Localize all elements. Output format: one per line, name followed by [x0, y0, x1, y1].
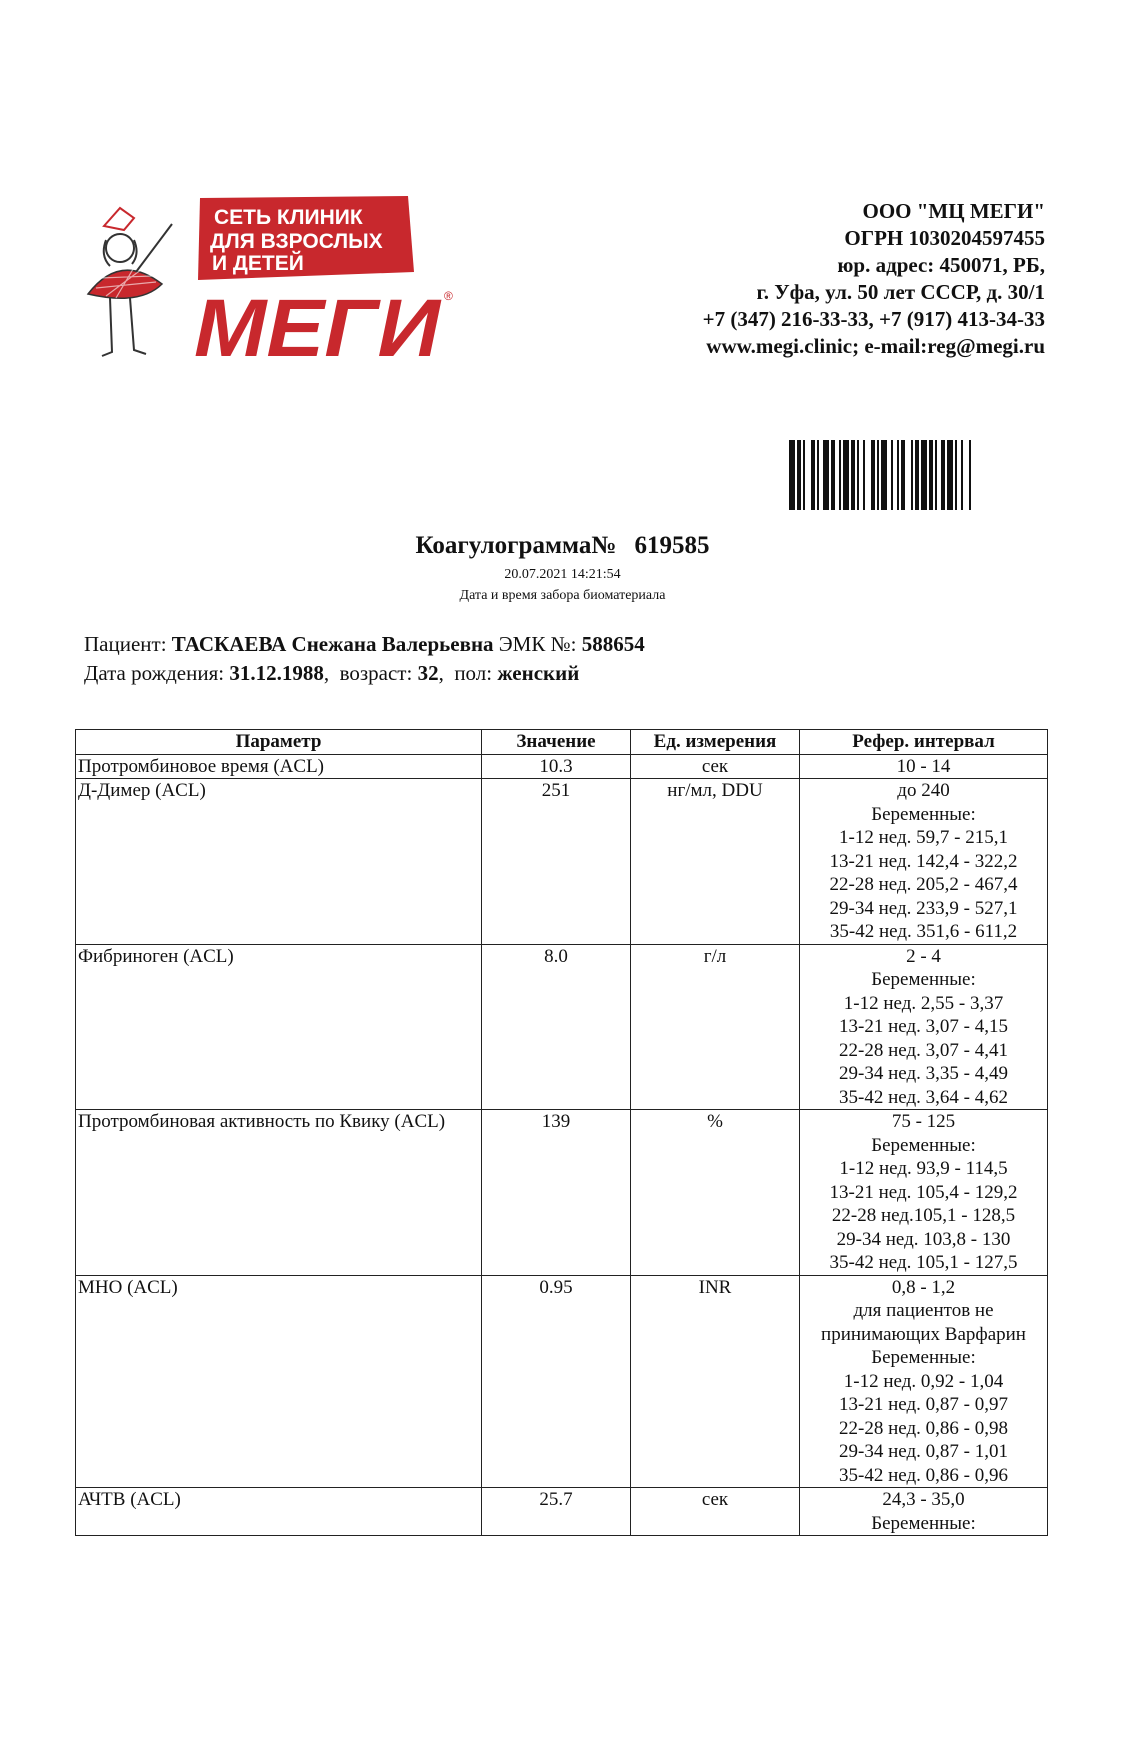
reference-line: 29-34 нед. 3,35 - 4,49	[839, 1063, 1008, 1084]
table-header-row	[76, 730, 1048, 755]
barcode-bar	[911, 440, 913, 510]
reference-line: 29-34 нед. 0,87 - 1,01	[839, 1441, 1008, 1462]
patient-name: ТАСКАЕВА Снежана Валерьевна	[171, 632, 494, 656]
barcode-bar	[935, 440, 937, 510]
collection-datetime: 20.07.2021 14:21:54	[504, 567, 621, 582]
reference-cell	[800, 754, 1048, 779]
logo-line2: ДЛЯ ВЗРОСЛЫХ	[210, 230, 383, 253]
patient-line-2: Дата рождения: 31.12.1988, возраст: 32, пол: женский	[84, 661, 580, 685]
age-label: возраст:	[339, 661, 413, 685]
value-cell: 8.0	[482, 944, 631, 1110]
barcode-bar	[947, 440, 953, 510]
barcode-bar	[831, 440, 835, 510]
reference-line: 29-34 нед. 233,9 - 527,1	[829, 897, 1018, 919]
barcode-bar	[921, 440, 927, 510]
parameter-cell: Фибриноген (ACL)	[76, 944, 482, 1110]
reference-line: Беременные:	[871, 1512, 976, 1534]
reference-line: 1-12 нед. 93,9 - 114,5	[839, 1158, 1008, 1179]
barcode-bar	[871, 440, 875, 510]
logo-line3: И ДЕТЕЙ	[212, 252, 304, 275]
reference-line: 22-28 нед. 3,07 - 4,41	[839, 1039, 1008, 1061]
org-legal-address: юр. адрес: 450071, РБ,	[837, 253, 1045, 277]
reference-cell	[800, 1488, 1048, 1536]
reference-line: 10 - 14	[896, 755, 951, 777]
barcode	[789, 440, 1046, 510]
header-unit: Ед. измерения	[631, 730, 800, 755]
barcode-bar	[823, 440, 829, 510]
reference-line: 13-21 нед. 142,4 - 322,2	[829, 850, 1018, 872]
reference-line: 13-21 нед. 105,4 - 129,2	[829, 1181, 1018, 1203]
reference-line: 29-34 нед. 103,8 - 130	[836, 1228, 1011, 1250]
reference-line: Беременные:	[871, 969, 976, 990]
unit-cell: %	[631, 1110, 800, 1276]
reference-line: 24,3 - 35,0	[882, 1489, 965, 1510]
patient-info	[84, 630, 645, 688]
reference-line: 1-12 нед. 2,55 - 3,37	[843, 992, 1004, 1014]
reference-line: 22-28 нед.105,1 - 128,5	[831, 1205, 1016, 1226]
logo-girl-illustration	[88, 208, 172, 356]
unit-cell: сек	[631, 1488, 800, 1536]
table-row	[76, 779, 1048, 945]
parameter-cell: АЧТВ (ACL)	[76, 1488, 482, 1536]
dob-label: Дата рождения:	[84, 661, 225, 685]
reference-line: 35-42 нед. 3,64 - 4,62	[839, 1086, 1008, 1108]
reference-line: 13-21 нед. 0,87 - 0,97	[839, 1394, 1008, 1415]
emk-number: 588654	[581, 632, 645, 656]
barcode-bar	[929, 440, 933, 510]
document-title	[0, 532, 1125, 560]
reference-line: 35-42 нед. 351,6 - 611,2	[829, 921, 1018, 942]
reference-line: для пациентов не	[853, 1300, 994, 1321]
collection-datetime-label: Дата и время забора биоматериала	[459, 588, 666, 603]
barcode-bar	[811, 440, 815, 510]
barcode-bar	[863, 440, 865, 510]
dob-value: 31.12.1988	[229, 661, 324, 685]
reference-line: 1-12 нед. 59,7 - 215,1	[839, 827, 1008, 848]
value-cell: 0.95	[482, 1275, 631, 1488]
reference-line: 13-21 нед. 3,07 - 4,15	[839, 1016, 1008, 1037]
results-table	[75, 729, 1048, 1536]
reference-cell	[800, 779, 1048, 945]
barcode-bar	[803, 440, 805, 510]
reference-line: до 240	[897, 780, 950, 801]
reference-cell	[800, 1110, 1048, 1276]
org-phones: +7 (347) 216-33-33, +7 (917) 413-34-33	[702, 307, 1045, 331]
value-cell: 251	[482, 779, 631, 945]
reference-cell	[800, 944, 1048, 1110]
parameter-cell: МНО (ACL)	[76, 1275, 482, 1488]
barcode-bar	[789, 440, 795, 510]
barcode-bar	[961, 440, 963, 510]
reference-line: 2 - 4	[906, 945, 941, 967]
logo-brand: МЕГИ	[194, 283, 443, 364]
reference-line: Беременные:	[871, 803, 976, 825]
parameter-cell: Протромбиновое время (ACL)	[76, 754, 482, 779]
header-parameter: Параметр	[76, 730, 482, 755]
patient-label: Пациент:	[84, 632, 167, 656]
barcode-bar	[797, 440, 801, 510]
reference-line: Беременные:	[871, 1347, 976, 1368]
sex-value: женский	[497, 661, 580, 685]
org-web-email: www.megi.clinic; e-mail:reg@megi.ru	[706, 334, 1045, 358]
value-cell: 139	[482, 1110, 631, 1276]
emk-label: ЭМК №:	[498, 632, 577, 656]
reference-line: 35-42 нед. 0,86 - 0,96	[839, 1464, 1008, 1486]
barcode-bar	[891, 440, 893, 510]
barcode-bar	[901, 440, 905, 510]
barcode-bar	[881, 440, 887, 510]
unit-cell: сек	[631, 754, 800, 779]
organization-details	[703, 198, 1045, 360]
parameter-cell: Протромбиновая активность по Квику (ACL)	[76, 1110, 482, 1276]
document-title-text: Коагулограмма№	[415, 532, 617, 559]
reference-line: 1-12 нед. 0,92 - 1,04	[843, 1370, 1004, 1392]
reference-line: 0,8 - 1,2	[891, 1276, 956, 1298]
age-value: 32	[417, 661, 439, 685]
unit-cell: г/л	[631, 944, 800, 1110]
barcode-bar	[877, 440, 879, 510]
barcode-bar	[851, 440, 855, 510]
clinic-logo	[76, 196, 490, 364]
reference-line: 75 - 125	[891, 1111, 956, 1132]
value-cell: 10.3	[482, 754, 631, 779]
sex-label: пол:	[454, 661, 493, 685]
barcode-bar	[897, 440, 899, 510]
org-city-address: г. Уфа, ул. 50 лет СССР, д. 30/1	[756, 280, 1045, 304]
org-name: ООО "МЦ МЕГИ"	[862, 199, 1045, 223]
table-row	[76, 754, 1048, 779]
parameter-cell: Д-Димер (ACL)	[76, 779, 482, 945]
barcode-bar	[941, 440, 945, 510]
reference-line: принимающих Варфарин	[821, 1323, 1026, 1345]
org-ogrn: ОГРН 1030204597455	[844, 226, 1045, 250]
reference-cell	[800, 1275, 1048, 1488]
reference-line: 22-28 нед. 205,2 - 467,4	[829, 874, 1018, 895]
table-row	[76, 944, 1048, 1110]
header-reference: Рефер. интервал	[800, 730, 1048, 755]
barcode-bar	[969, 440, 971, 510]
document-number: 619585	[634, 532, 710, 559]
reference-line: Беременные:	[871, 1134, 976, 1156]
reference-line: 35-42 нед. 105,1 - 127,5	[829, 1252, 1018, 1273]
logo-line1: СЕТЬ КЛИНИК	[214, 206, 363, 229]
reference-line: 22-28 нед. 0,86 - 0,98	[839, 1417, 1008, 1439]
barcode-bar	[817, 440, 819, 510]
table-row	[76, 1275, 1048, 1488]
patient-line-1	[84, 630, 645, 659]
table-row	[76, 1488, 1048, 1536]
barcode-bar	[955, 440, 957, 510]
barcode-bar	[839, 440, 841, 510]
header-value: Значение	[482, 730, 631, 755]
unit-cell: нг/мл, DDU	[631, 779, 800, 945]
table-row	[76, 1110, 1048, 1276]
barcode-bar	[843, 440, 849, 510]
value-cell: 25.7	[482, 1488, 631, 1536]
barcode-bar	[857, 440, 859, 510]
unit-cell: INR	[631, 1275, 800, 1488]
barcode-bar	[915, 440, 919, 510]
logo-registered-mark: ®	[444, 289, 453, 303]
